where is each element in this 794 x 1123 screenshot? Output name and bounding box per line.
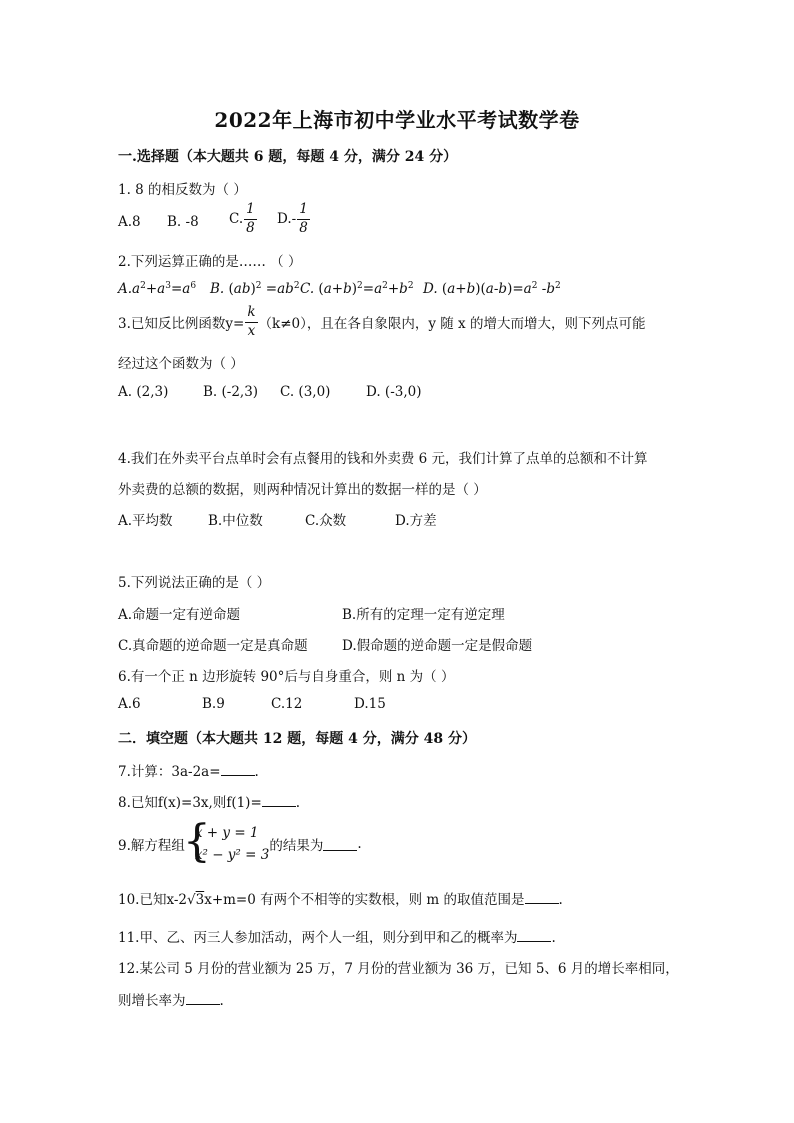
- question-9: [118, 816, 362, 867]
- period: .: [357, 836, 362, 852]
- period: .: [558, 892, 563, 908]
- fraction: [245, 306, 257, 338]
- radicand: 3: [195, 892, 205, 908]
- option-4a: A.平均数: [118, 513, 173, 529]
- question-4-line2: 外卖费的总额的数据，则两种情况计算出的数据一样的是（ ）: [118, 482, 487, 498]
- option-3c: C. (3,0): [280, 384, 331, 400]
- equation-2: x² − y² = 3: [194, 847, 270, 863]
- option-4b: B.中位数: [208, 513, 263, 529]
- answer-blank: [262, 794, 296, 807]
- answer-blank: [221, 763, 255, 776]
- question-12-line1: 12.某公司 5 月份的营业额为 25 万，7 月份的营业额为 36 万，已知 5、6 月的增长率相同，: [118, 961, 679, 977]
- answer-blank: [323, 838, 357, 851]
- option-5b: B.所有的定理一定有逆定理: [342, 607, 505, 623]
- question-2: 2.下列运算正确的是…… （ ）: [118, 254, 302, 270]
- question-9-text-cont: 的结果为: [269, 838, 324, 854]
- question-7: [118, 760, 259, 780]
- question-3-text-cont: （k≠0），且在各自象限内，y 随 x 的增大而增大，则下列点可能: [258, 316, 646, 332]
- question-7-text: 7.计算：3a-2a=: [118, 764, 221, 780]
- question-8: [118, 791, 300, 811]
- period: .: [254, 764, 259, 780]
- question-3-line2: 经过这个函数为（ ）: [118, 356, 244, 372]
- question-10: [118, 888, 563, 908]
- option-6c: C.12: [271, 696, 303, 712]
- equation-system: [182, 816, 270, 867]
- equation-1: x + y = 1: [194, 825, 259, 841]
- section-heading-fill: 二．填空题（本大题共 12 题，每题 4 分，满分 48 分）: [118, 731, 476, 747]
- answer-blank: [525, 891, 559, 904]
- option-5c: C.真命题的逆命题一定是真命题: [118, 638, 308, 654]
- option-1d-label: D.-: [277, 211, 297, 227]
- period: .: [551, 930, 556, 946]
- answer-blank: [186, 992, 220, 1005]
- fraction: [244, 203, 257, 235]
- option-3d: D. (-3,0): [366, 384, 422, 400]
- answer-blank: [517, 929, 551, 942]
- question-10-text-cont: x+m=0 有两个不相等的实数根，则 m 的取值范围是: [204, 892, 525, 908]
- option-4c: C.众数: [305, 513, 347, 529]
- option-5a: A.命题一定有逆命题: [118, 607, 241, 623]
- option-6a: A.6: [118, 696, 141, 712]
- option-3a: A. (2,3): [118, 384, 169, 400]
- fraction-numerator: 1: [244, 203, 257, 220]
- question-12-text: 则增长率为: [118, 993, 186, 1009]
- question-9-text: 9.解方程组: [118, 838, 185, 854]
- option-1a: A.8: [118, 214, 141, 230]
- period: .: [219, 993, 224, 1009]
- option-2d: D. $(a+b)(a-b)=a^2$ $-b^2$: [423, 281, 561, 297]
- question-1: 1. 8 的相反数为（ ）: [118, 182, 247, 198]
- page-title: 2022年上海市初中学业水平考试数学卷: [214, 108, 580, 132]
- question-3: [118, 306, 645, 338]
- question-6: 6.有一个正 n 边形旋转 90°后与自身重合，则 n 为（ ）: [118, 669, 455, 685]
- option-6b: B.9: [202, 696, 225, 712]
- fraction-numerator: 1: [297, 203, 310, 220]
- option-2c: C. $(a+b)^2=a^2+b^2$: [300, 281, 414, 297]
- option-1c: [229, 203, 258, 235]
- fraction-denominator: 8: [299, 219, 308, 236]
- option-2a: $A.a^2+a^3=a^6$: [118, 281, 197, 297]
- question-12-line2: [118, 989, 224, 1009]
- question-3-text: 3.已知反比例函数y=: [118, 316, 245, 332]
- question-11: [118, 926, 556, 946]
- period: .: [295, 795, 301, 811]
- option-1c-label: C.: [229, 211, 244, 227]
- brace-icon: {: [182, 816, 211, 867]
- question-10-text: 10.已知x-2: [118, 892, 187, 908]
- option-5d: D.假命题的逆命题一定是假命题: [342, 638, 533, 654]
- option-6d: D.15: [354, 696, 386, 712]
- sqrt-icon: √: [187, 892, 196, 908]
- fraction-denominator: 8: [246, 219, 255, 236]
- question-5: 5.下列说法正确的是（ ）: [118, 575, 271, 591]
- fraction-denominator: x: [247, 322, 256, 339]
- question-8-text: 8.已知f(x)=3x,则f(1)=: [118, 795, 262, 811]
- option-2b: B. $(ab)^2 =ab^2$: [210, 281, 300, 297]
- option-3b: B. (-2,3): [203, 384, 259, 400]
- option-4d: D.方差: [395, 513, 437, 529]
- fraction: [297, 203, 310, 235]
- option-1d: [277, 203, 311, 235]
- option-1b: B. -8: [167, 214, 199, 230]
- question-11-text: 11.甲、乙、丙三人参加活动，两个人一组，则分到甲和乙的概率为: [118, 930, 518, 946]
- question-4-line1: 4.我们在外卖平台点单时会有点餐用的钱和外卖费 6 元，我们计算了点单的总额和不计算: [118, 451, 648, 467]
- section-heading-choice: 一.选择题（本大题共 6 题，每题 4 分，满分 24 分）: [118, 149, 458, 165]
- fraction-numerator: k: [245, 306, 257, 323]
